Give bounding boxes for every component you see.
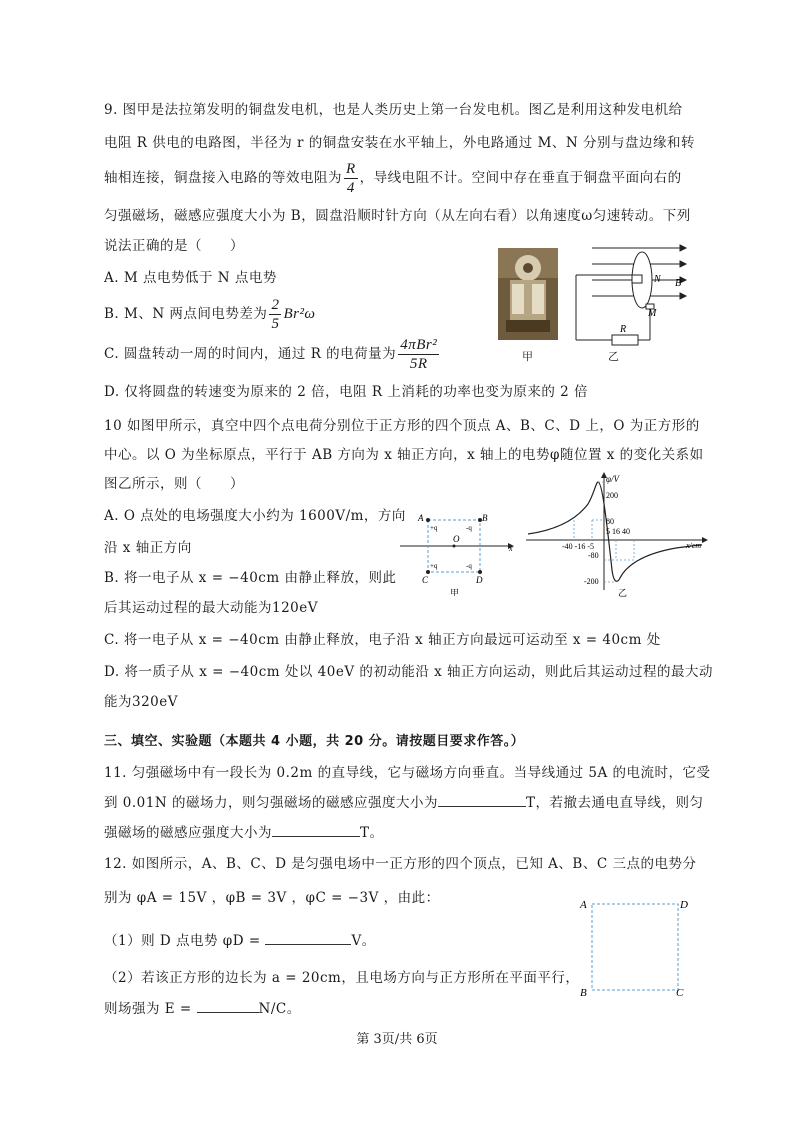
q10-option-d-2: 能为320eV xyxy=(104,694,179,710)
q10-figure-jia xyxy=(398,508,518,600)
q10-line-3: 图乙所示，则（ ） xyxy=(104,476,244,492)
q10-label-d: D xyxy=(476,575,483,585)
q10-charge-c: +q xyxy=(430,562,438,570)
q10-xlabel: x/cm xyxy=(686,541,702,550)
q9-label-m: M xyxy=(648,308,657,319)
q10-ylabel: φ/V xyxy=(606,474,619,484)
q9-line-5: 说法正确的是（ ） xyxy=(104,238,244,254)
q12-answer-blank-2[interactable] xyxy=(197,998,259,1013)
q12-answer-blank-1[interactable] xyxy=(265,930,351,945)
q9-circuit-diagram xyxy=(572,242,688,346)
q10-ytick-neg200: -200 xyxy=(584,577,599,586)
q9-option-c: C. 圆盘转动一周的时间内，通过 R 的电荷量为 $\frac{\text{4πBr²}}{5R}$ xyxy=(104,337,438,372)
q11-answer-blank-1[interactable] xyxy=(438,792,526,807)
q10-label-b: B xyxy=(482,513,488,523)
q11-line-1: 11. 匀强磁场中有一段长为 0.2m 的直导线，它与磁场方向垂直。当导线通过 5A 的电流时，它受 xyxy=(104,765,711,781)
q10-option-a-1: A. O 点处的电场强度大小约为 1600V/m，方向 xyxy=(104,508,406,524)
q12-label-c: C xyxy=(676,987,684,999)
q9-line-2: 电阻 R 供电的电路图，半径为 r 的铜盘安装在水平轴上，外电路通过 M、N 分别与盘边缘和转 xyxy=(104,135,695,151)
q9-line-3 xyxy=(104,160,682,197)
q10-label-o: O xyxy=(453,534,460,544)
q9-option-b-fraction: $\frac{2}{5}$ xyxy=(271,297,280,332)
q10-charge-a: +q xyxy=(430,524,438,532)
q10-xticks-right: 5 16 40 xyxy=(606,527,630,536)
q9-label-n: N xyxy=(654,274,661,285)
q10-xticks-left: -40 -16 -5 xyxy=(562,542,594,551)
q10-fig-jia-caption: 甲 xyxy=(450,588,460,596)
q10-line-1: 10 如图甲所示，真空中四个点电荷分别位于正方形的四个顶点 A、B、C、D 上，O 为正方形的 xyxy=(104,418,700,434)
q10-figure-yi xyxy=(526,470,712,604)
q12-label-a: A xyxy=(580,899,587,911)
page-number-footer: 第 3页/共 6页 xyxy=(356,1032,438,1047)
q10-option-d-1: D. 将一质子从 x = −40cm 处以 40eV 的初动能沿 x 轴正方向运动，则此后其运动过程的最大动 xyxy=(104,664,714,680)
q10-ytick-80: 80 xyxy=(606,517,614,526)
q9-label-b: B xyxy=(675,278,682,289)
q9-fig-jia-caption: 甲 xyxy=(522,350,533,363)
q12-part-1: （1）则 D 点电势 φD = V。 xyxy=(104,930,376,951)
q9-figure-jia xyxy=(498,248,558,363)
q9-label-r: R xyxy=(620,324,627,335)
q9-figure-yi xyxy=(572,242,688,363)
q10-charge-square-diagram xyxy=(398,508,518,596)
q11-line-2: 到 0.01N 的磁场力，则匀强磁场的磁感应强度大小为 T，若撤去通电直导线，则匀 xyxy=(104,792,703,813)
q9-resistance-fraction: $\frac{R}{4}$ xyxy=(346,161,356,196)
q10-ytick-neg80: -80 xyxy=(588,551,599,560)
q9-line-4: 匀强磁场，磁感应强度大小为 B，圆盘沿顺时针方向（从左向右看）以角速度ω匀速转动。下列 xyxy=(104,208,691,224)
q12-square-diagram xyxy=(576,892,696,1002)
q10-option-a-2: 沿 x 轴正方向 xyxy=(104,540,192,556)
q9-line-3-a: 轴相连接，铜盘接入电路的等效电阻为 xyxy=(104,170,342,186)
q12-line-1: 12. 如图所示，A、B、C、D 是匀强电场中一正方形的四个顶点，已知 A、B、C 三点的电势分 xyxy=(104,856,697,872)
q10-label-x: x xyxy=(509,544,513,553)
q12-square-figure xyxy=(576,892,696,1006)
q10-charge-d: -q xyxy=(466,562,472,570)
q9-option-d: D. 仅将圆盘的转速变为原来的 2 倍，电阻 R 上消耗的功率也变为原来的 2 倍 xyxy=(104,384,589,400)
q10-line-2: 中心。以 O 为坐标原点，平行于 AB 方向为 x 轴正方向，x 轴上的电势φ随位置 x 的变化关系如 xyxy=(104,447,704,463)
q12-label-d: D xyxy=(680,899,688,911)
q9-option-b: B. M、N 两点间电势差为 $\frac{2}{5}$ Br²ω xyxy=(104,297,316,332)
q12-label-b: B xyxy=(580,987,587,999)
q9-option-c-fraction: $\frac{\text{4πBr²}}{5R}$ xyxy=(400,337,438,372)
q9-option-a: A. M 点电势低于 N 点电势 xyxy=(104,270,277,286)
section-3-heading: 三、填空、实验题（本题共 4 小题，共 20 分。请按题目要求作答。） xyxy=(104,734,525,749)
q11-answer-blank-2[interactable] xyxy=(272,822,360,837)
q10-ytick-200: 200 xyxy=(606,491,618,500)
q10-option-b-1: B. 将一电子从 x = −40cm 由静止释放，则此 xyxy=(104,570,397,586)
q12-part-2: （2）若该正方形的边长为 a = 20cm，且电场方向与正方形所在平面平行， xyxy=(104,970,580,986)
q10-option-b-2: 后其运动过程的最大动能为120eV xyxy=(104,600,319,616)
q10-fig-yi-caption: 乙 xyxy=(618,588,628,598)
faraday-generator-photo xyxy=(498,248,558,340)
q9-line-3-b: ，导线电阻不计。空间中存在垂直于铜盘平面向右的 xyxy=(359,170,682,186)
q9-line-1: 9. 图甲是法拉第发明的铜盘发电机，也是人类历史上第一台发电机。图乙是利用这种发电机给 xyxy=(104,102,683,118)
q10-option-c: C. 将一电子从 x = −40cm 由静止释放，电子沿 x 轴正方向最远可运动至 x = 40cm 处 xyxy=(104,632,661,648)
q10-label-a: A xyxy=(418,513,424,523)
q10-charge-b: -q xyxy=(466,524,472,532)
q12-part-3: 则场强为 E = N/C。 xyxy=(104,998,301,1019)
q10-potential-graph xyxy=(526,470,712,600)
q10-label-c: C xyxy=(422,575,429,585)
q12-line-2: 别为 φA = 15V ，φB = 3V ，φC = −3V ，由此： xyxy=(104,890,440,906)
q11-line-3: 强磁场的磁感应强度大小为 T。 xyxy=(104,822,384,843)
q9-fig-yi-caption: 乙 xyxy=(608,350,619,363)
